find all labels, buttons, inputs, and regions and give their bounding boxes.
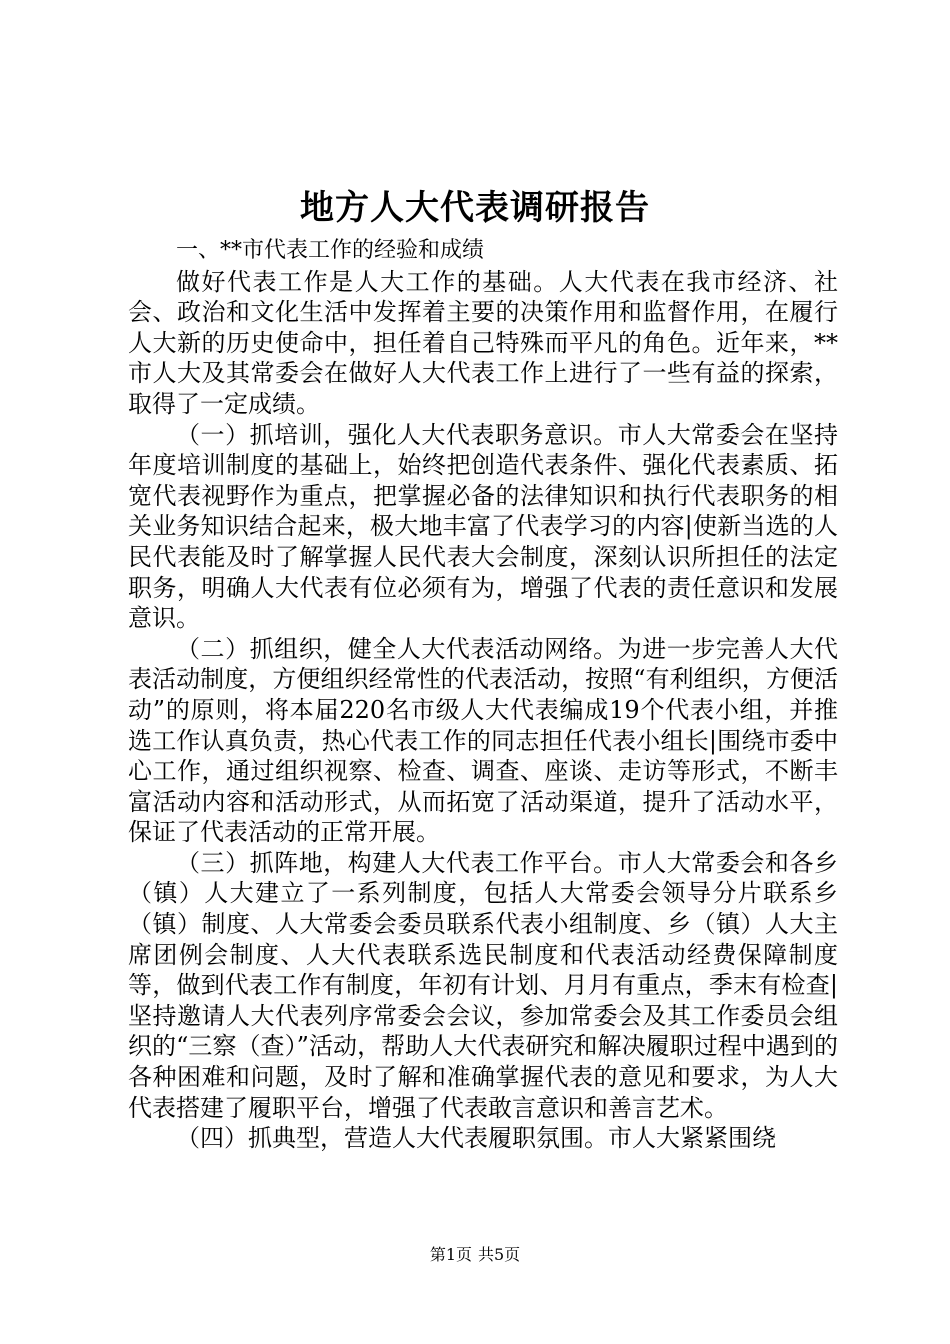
page-footer (0, 1244, 950, 1266)
paragraph-training: （一）抓培训，强化人大代表职务意识。市人大常委会在坚持年度培训制度的基础上，始终把创造代表条件、强化代表素质、拓宽代表视野作为重点，把掌握必备的法律知识和执行代表职务的相关业务知识结合起来，极大地丰富了代表学习的内容|使新当选的人民代表能及时了解掌握人民代表大会制度，深刻认识所担任的法定职务，明确人大代表有位必须有为，增强了代表的责任意识和发展意识。 (128, 420, 838, 633)
page-number: 第1页 (429, 1245, 472, 1264)
page-total: 共5页 (478, 1245, 521, 1264)
paragraph-models: （四）抓典型，营造人大代表履职氛围。市人大紧紧围绕 (176, 1124, 776, 1153)
paragraph-intro: 做好代表工作是人大工作的基础。人大代表在我市经济、社会、政治和文化生活中发挥着主要的决策作用和监督作用，在履行人大新的历史使命中，担任着自己特殊而平凡的角色。近年来，**市人大及其常委会在做好人大代表工作上进行了一些有益的探索，取得了一定成绩。 (128, 267, 838, 418)
section-heading: 一、**市代表工作的经验和成绩 (176, 238, 485, 263)
paragraph-organization: （二）抓组织，健全人大代表活动网络。为进一步完善人大代表活动制度，方便组织经常性的代表活动，按照“有利组织，方便活动”的原则，将本届220名市级人大代表编成19个代表小组，并推选工作认真负责，热心代表工作的同志担任代表小组长|围绕市委中心工作，通过组织视察、检查、调查、座谈、走访等形式，不断丰富活动内容和活动形式，从而拓宽了活动渠道，提升了活动水平，保证了代表活动的正常开展。 (128, 634, 838, 847)
document-title: 地方人大代表调研报告 (300, 188, 650, 228)
document-body (128, 236, 838, 1154)
paragraph-platform: （三）抓阵地，构建人大代表工作平台。市人大常委会和各乡（镇）人大建立了一系列制度，包括人大常委会领导分片联系乡（镇）制度、人大常委会委员联系代表小组制度、乡（镇）人大主席团例会制度、人大代表联系选民制度和代表活动经费保障制度等，做到代表工作有制度，年初有计划、月月有重点，季末有检查|坚持邀请人大代表列序常委会会议，参加常委会及其工作委员会组织的“三察（查）”活动，帮助人大代表研究和解决履职过程中遇到的各种困难和问题，及时了解和准确掌握代表的意见和要求，为人大代表搭建了履职平台，增强了代表敢言意识和善言艺术。 (128, 848, 838, 1122)
